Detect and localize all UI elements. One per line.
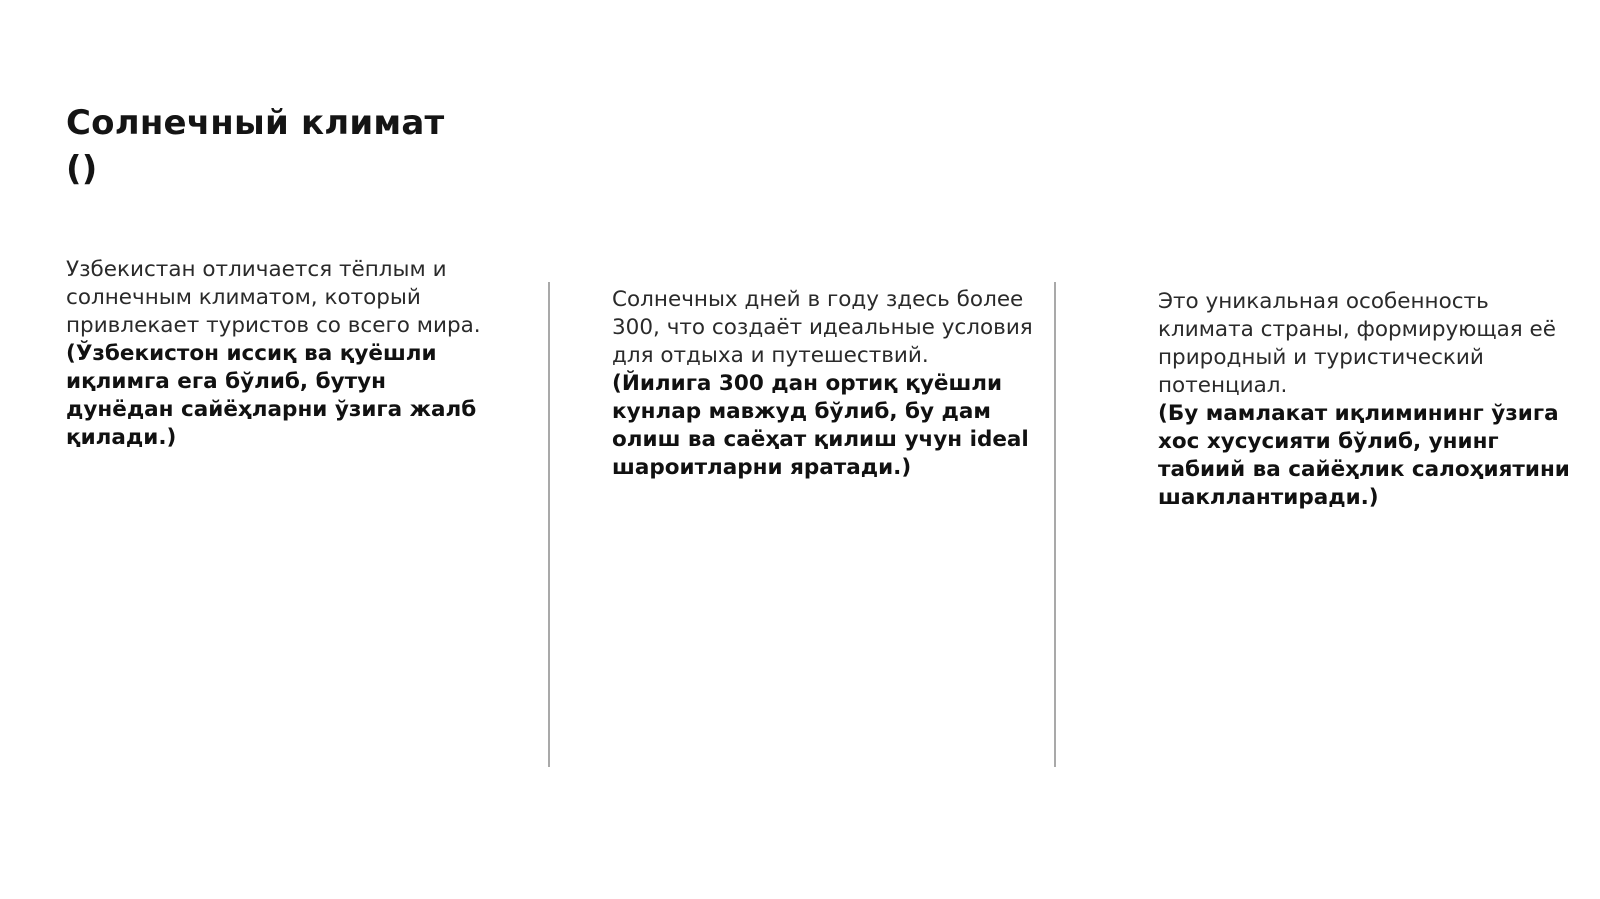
column-3-uzbek-text: (Бу мамлакат иқлимининг ўзига хос хусусияти бўлиб, унинг табиий ва сайёҳлик салоҳиятини шакллантиради.) — [1158, 401, 1570, 510]
column-divider-1 — [548, 282, 550, 767]
text-column-2 — [612, 286, 1037, 482]
slide-title-line-2: () — [66, 149, 98, 189]
column-2-russian-text: Солнечных дней в году здесь более 300, что создаёт идеальные условия для отдыха и путешествий. — [612, 287, 1033, 368]
column-divider-2 — [1054, 282, 1056, 767]
text-column-1 — [66, 256, 491, 452]
column-2-uzbek-text: (Йилига 300 дан ортиқ қуёшли кунлар мавжуд бўлиб, бу дам олиш ва саёҳат қилиш учун ideal шароитларни яратади.) — [612, 371, 1029, 480]
slide-title-line-1: Солнечный климат — [66, 103, 445, 143]
text-column-3 — [1158, 288, 1583, 512]
column-1-russian-text: Узбекистан отличается тёплым и солнечным климатом, который привлекает туристов со всего мира. — [66, 257, 481, 338]
column-1-uzbek-text: (Ўзбекистон иссиқ ва қуёшли иқлимга ега бўлиб, бутун дунёдан сайёҳларни ўзига жалб қилади.) — [66, 341, 477, 450]
column-3-russian-text: Это уникальная особенность климата страны, формирующая её природный и туристический потенциал. — [1158, 289, 1556, 398]
slide-title — [66, 100, 506, 192]
